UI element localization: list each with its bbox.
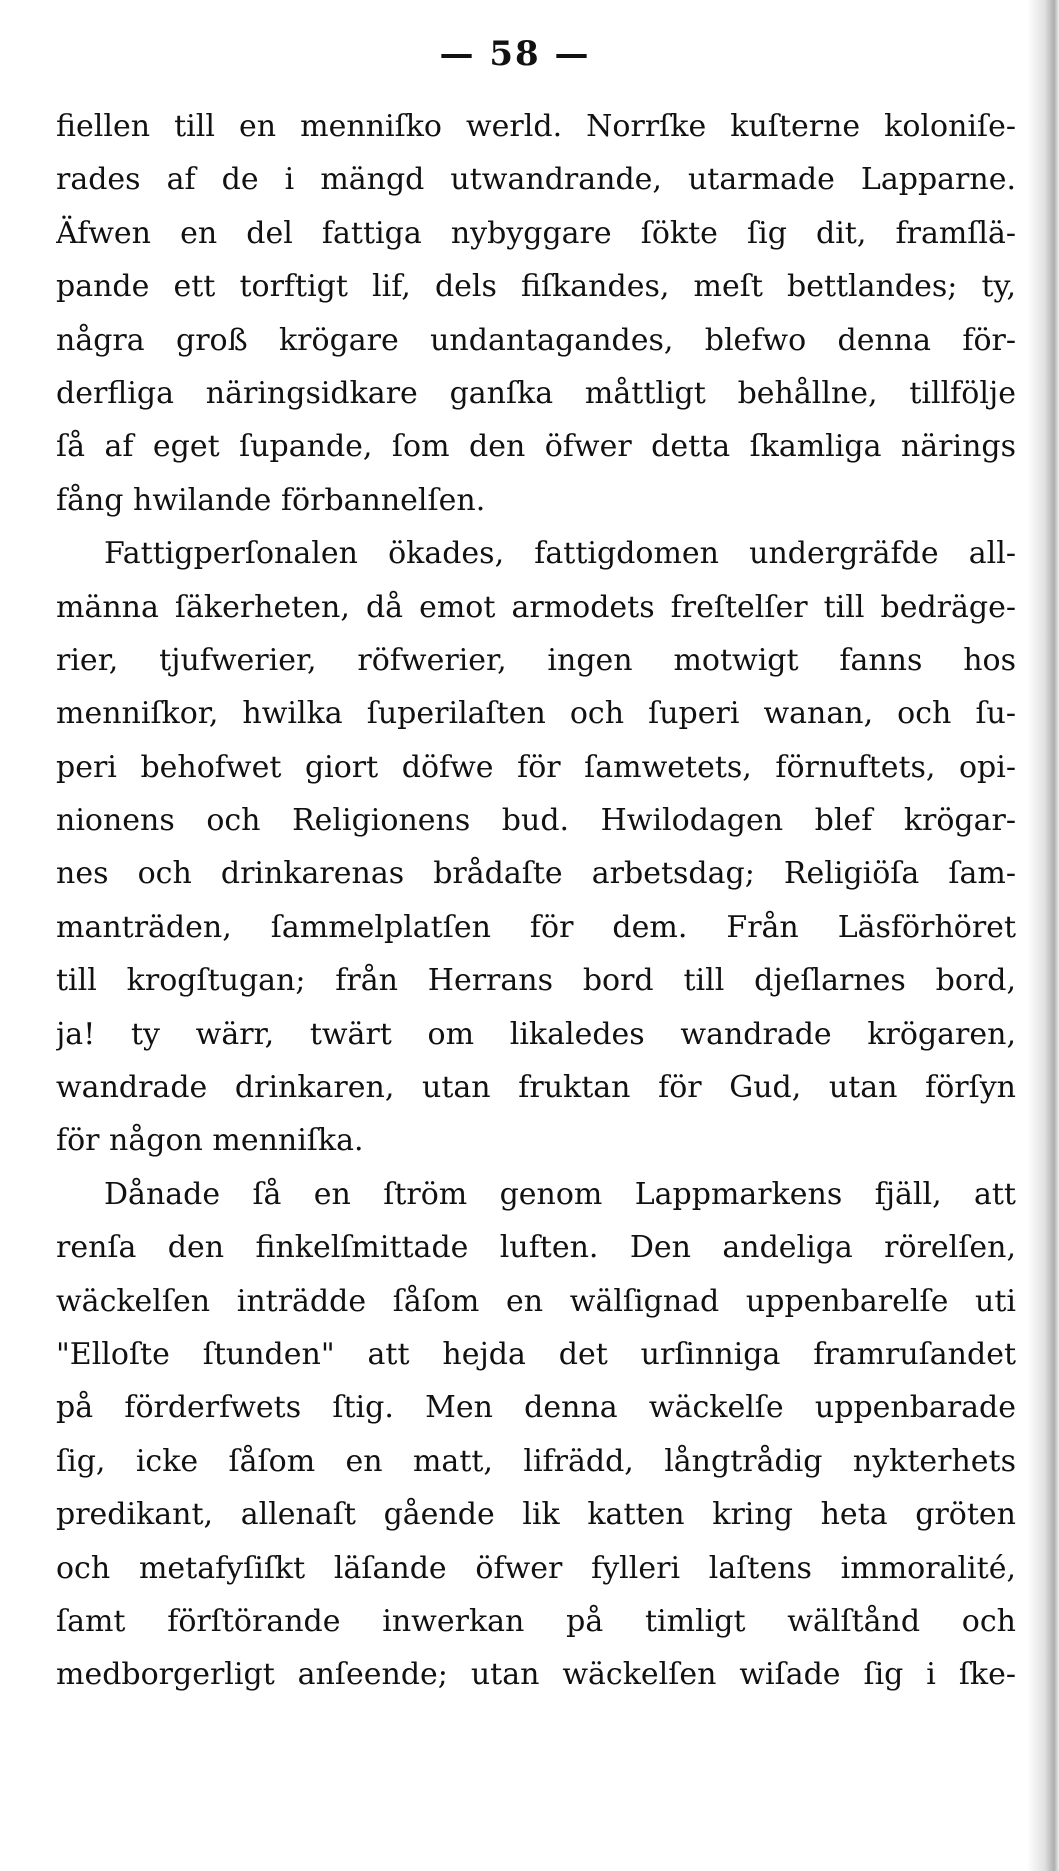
text-line: Äfwen en del fattiga nybyggare ſökte ſig dit, framſlä- [56, 215, 1016, 251]
text-line: renſa den finkelſmittade luften. Den andeliga rörelſen, [56, 1230, 1016, 1266]
text-line: nes och drinkarenas brådaſte arbetsdag; Religiöſa ſam- [56, 856, 1016, 892]
text-line: rades af de i mängd utwandrande, utarmade Lapparne. [56, 162, 1016, 198]
paragraph-1 [56, 100, 1016, 527]
text-line: wandrade drinkaren, utan fruktan för Gud, utan förſyn [56, 1070, 1016, 1106]
text-line: männa ſäkerheten, då emot armodets freſtelſer till bedräge- [56, 589, 1016, 625]
page-number: — 58 — [439, 34, 591, 74]
text-line: fiellen till en menniſko werld. Norrſke kuſterne koloniſe- [56, 109, 1016, 144]
text-line: rier, tjufwerier, röfwerier, ingen motwigt fanns hos [56, 642, 1016, 678]
page-edge-shadow [1027, 0, 1059, 1871]
text-line: ſå af eget ſupande, ſom den öfwer detta ſkamliga närings [56, 429, 1016, 465]
text-line: några groß krögare undantagandes, blefwo denna för- [56, 322, 1016, 358]
text-line: wäckelſen inträdde ſåſom en wälſignad uppenbarelſe uti [56, 1283, 1016, 1319]
text-line: ſig, icke ſåſom en matt, lifrädd, långtrådig nykterhets [56, 1443, 1016, 1479]
text-line: ja! ty wärr, twärt om likaledes wandrade krögaren, [56, 1016, 1016, 1052]
text-line: på förderfwets ſtig. Men denna wäckelſe uppenbarade [56, 1390, 1016, 1426]
text-line: medborgerligt anſeende; utan wäckelſen wiſade ſig i ſke- [56, 1657, 1016, 1693]
text-line: predikant, allenaſt gående lik katten kring heta gröten [56, 1497, 1016, 1533]
text-line: pande ett torftigt lif, dels fiſkandes, meſt bettlandes; ty, [56, 269, 1016, 305]
paragraph-2 [56, 527, 1016, 1168]
text-line: menniſkor, hwilka ſuperilaſten och ſuperi wanan, och ſu- [56, 696, 1016, 732]
text-line: och metafyſiſkt läſande öfwer fylleri laſtens immoralité, [56, 1550, 1016, 1586]
text-line: derfliga näringsidkare ganſka måttligt behållne, tillfölje [56, 375, 1016, 411]
text-line: ſamt förſtörande inwerkan på timligt wälſtånd och [56, 1603, 1016, 1639]
text-line: peri behofwet giort döfwe för ſamwetets, förnuftets, opi- [56, 749, 1016, 785]
text-line: Dånade ſå en ſtröm genom Lappmarkens fjäll, att [104, 1176, 1016, 1212]
paragraph-3 [56, 1168, 1016, 1702]
text-line: nionens och Religionens bud. Hwilodagen blef krögar- [56, 803, 1016, 839]
body-text [56, 100, 1016, 1702]
text-line: Fattigperſonalen ökades, fattigdomen undergräfde all- [104, 536, 1016, 572]
text-line: fång hwilande förbannelſen. [56, 482, 486, 518]
text-line: manträden, ſammelplatſen för dem. Från Läsförhöret [56, 909, 1016, 945]
text-line: för någon menniſka. [56, 1123, 364, 1159]
text-line: "Elloſte ſtunden" att hejda det urſinniga framruſandet [56, 1336, 1016, 1372]
text-line: till krogſtugan; från Herrans bord till djeſlarnes bord, [56, 963, 1016, 999]
